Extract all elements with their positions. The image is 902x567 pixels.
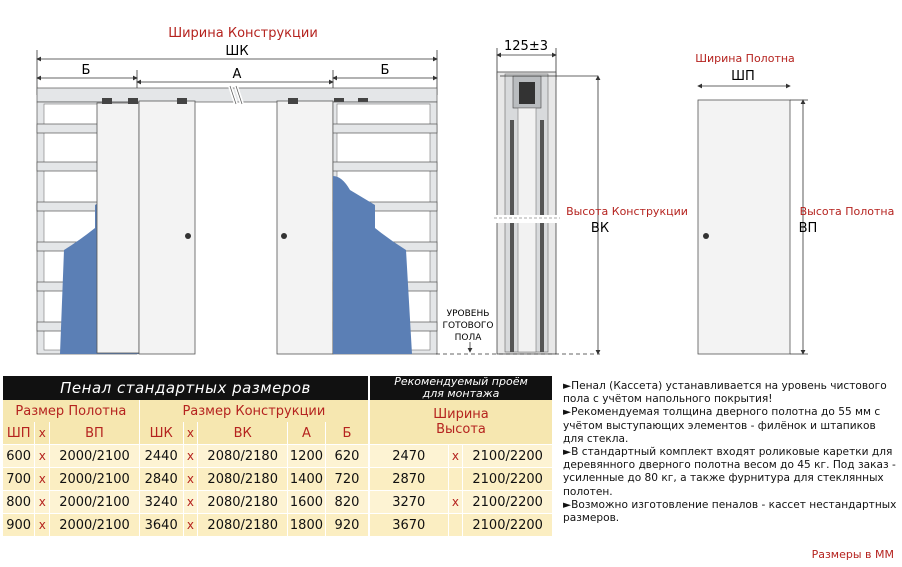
note-4: ►Возможно изготовление пеналов - кассет нестандартных размеров. (563, 498, 897, 525)
units-note: Размеры в ММ (811, 548, 894, 561)
construction-size-header: Размер Конструкции (139, 400, 369, 422)
door-width-code: ШП (731, 69, 755, 84)
dim-a-label: А (232, 67, 242, 82)
col-vp: ВП (50, 422, 140, 445)
dim-b-left-label: Б (81, 63, 91, 78)
construction-width-code: ШК (225, 44, 249, 59)
notes (563, 380, 898, 525)
note-1: ►Пенал (Кассета) устанавливается на уровень чистового пола с учётом напольного покрытия! (563, 380, 887, 406)
floor-level-label-3: ПОЛА (454, 333, 482, 343)
table-row: 900 x 2000/2100 3640 x 2080/2180 1800 920 3670 2100/2200 (3, 514, 553, 537)
col-b: Б (325, 422, 369, 445)
col-vk: ВК (198, 422, 288, 445)
door-height-label: Высота Полотна (799, 205, 895, 218)
left-door-handle-icon (185, 233, 191, 239)
table-row: 800 x 2000/2100 3240 x 2080/2180 1600 820 3270 x 2100/2200 (3, 491, 553, 514)
front-view (37, 26, 437, 354)
col-shp: ШП (3, 422, 35, 445)
recommended-opening-header: Рекомендуемый проём для монтажа (369, 376, 552, 400)
right-cassette (333, 102, 437, 354)
depth-label: 125±3 (504, 39, 548, 54)
note-3: ►В стандартный комплект входят роликовые каретки для деревянного дверного полотна весом до 45 кг. Под заказ - усиленные до 80 кг, а также фурнитура для стеклянных полотен. (563, 446, 896, 498)
col-a: А (288, 422, 326, 445)
left-door-leaf (139, 101, 195, 354)
table-row: 700 x 2000/2100 2840 x 2080/2180 1400 720 2870 2100/2200 (3, 468, 553, 491)
construction-height-label: Высота Конструкции (566, 205, 688, 218)
table-row: 600 x 2000/2100 2440 x 2080/2180 1200 620 2470 x 2100/2200 (3, 445, 553, 468)
floor-level-label-2: ГОТОВОГО (442, 321, 494, 331)
col-shk: ШК (139, 422, 183, 445)
door-width-label: Ширина Полотна (695, 52, 795, 65)
spec-table: Пенал стандартных размеров Рекомендуемый проём для монтажа Размер Полотна Размер Конструкции ШиринаВысота ШП x ВП ШК x ВК А Б 600 x 2000/2100 2440 x 2080/2180 1200 620 2470 x 2100/2200 700 x 2000/2100 2840 x 2080/2180 1400 720 2870 2100/2200 800 x 2000/2100 3240 x 2080/2180 1600 820 3270 x 2100/2200 900 x 2000/2100 3640 x 2080/2180 1800 920 3670 2100/2200 (3, 376, 553, 536)
section-view (436, 39, 688, 354)
door-handle-icon (703, 233, 709, 239)
door-leaf (698, 100, 790, 354)
door-leaf-view (695, 52, 894, 354)
right-door-handle-icon (281, 233, 287, 239)
table-title: Пенал стандартных размеров (3, 376, 369, 400)
note-2: ►Рекомендуемая толщина дверного полотна до 55 мм с учётом выступающих элементов - филёнок и штапиков для стекла. (563, 406, 881, 445)
left-cassette (37, 102, 140, 354)
dim-b-right-label: Б (380, 63, 390, 78)
door-height-code: ВП (798, 221, 818, 236)
right-door-leaf (277, 101, 333, 354)
door-size-header: Размер Полотна (3, 400, 139, 422)
opening-columns-header: ШиринаВысота (369, 400, 552, 445)
floor-level-label-1: УРОВЕНЬ (446, 309, 490, 319)
construction-width-label: Ширина Конструкции (168, 26, 318, 41)
construction-height-code: ВК (590, 221, 610, 236)
